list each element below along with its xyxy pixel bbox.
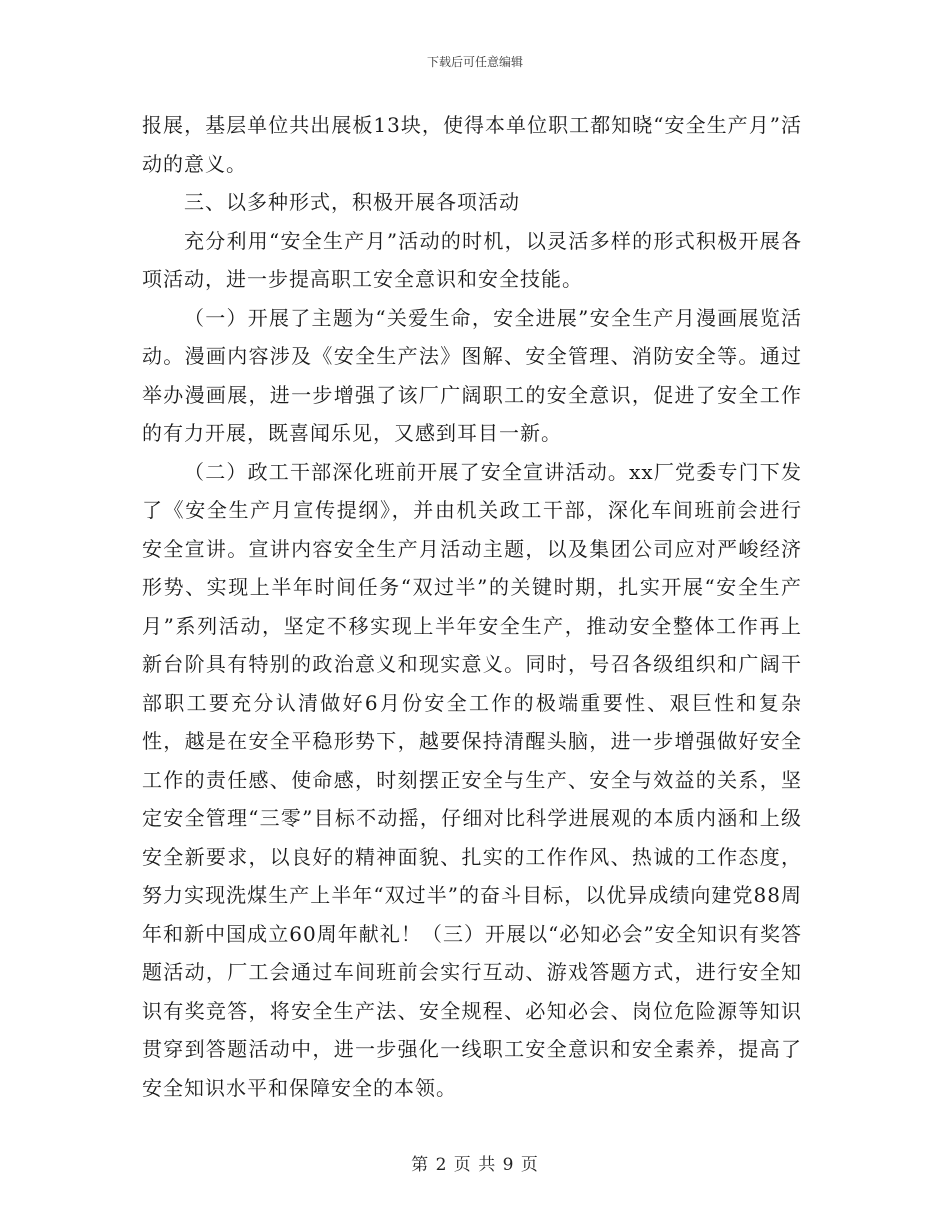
- paragraph-continuation: 报展，基层单位共出展板13块，使得本单位职工都知晓“安全生产月”活动的意义。: [142, 113, 802, 176]
- paragraph-intro: 充分利用“安全生产月”活动的时机，以灵活多样的形式积极开展各项活动，进一步提高职工安全意识和安全技能。: [142, 228, 802, 291]
- page-number: 第 2 页 共 9 页: [411, 1155, 539, 1175]
- paragraph-item-two: （二）政工干部深化班前开展了安全宣讲活动。xx厂党委专门下发了《安全生产月宣传提纲》，并由机关政工干部，深化车间班前会进行安全宣讲。宣讲内容安全生产月活动主题，以及集团公司应对严峻经济形势、实现上半年时间任务“双过半”的关键时期，扎实开展“安全生产月”系列活动，坚定不移实现上半年安全生产，推动安全整体工作再上新台阶具有特别的政治意义和现实意义。同时，号召各级组织和广阔干部职工要充分认清做好6月份安全工作的极端重要性、艰巨性和复杂性，越是在安全平稳形势下，越要保持清醒头脑，进一步增强做好安全工作的责任感、使命感，时刻摆正安全与生产、安全与效益的关系，坚定安全管理“三零”目标不动摇，仔细对比科学进展观的本质内涵和上级安全新要求，以良好的精神面貌、扎实的工作作风、热诚的工作态度，努力实现洗煤生产上半年“双过半”的奋斗目标，以优异成绩向建党88周年和新中国成立60周年献礼！（三）开展以“必知必会”安全知识有奖答题活动，厂工会通过车间班前会实行互动、游戏答题方式，进行安全知识有奖竞答，将安全生产法、安全规程、必知必会、岗位危险源等知识贯穿到答题活动中，进一步强化一线职工安全意识和安全素养，提高了安全知识水平和保障安全的本领。: [142, 459, 802, 1100]
- page-header-note: 下载后可任意编辑: [426, 55, 523, 69]
- document-body: [142, 106, 802, 1107]
- section-heading: 三、以多种形式，积极开展各项活动: [184, 190, 520, 214]
- paragraph-item-one: （一）开展了主题为“关爱生命，安全进展”安全生产月漫画展览活动。漫画内容涉及《安全生产法》图解、安全管理、消防安全等。通过举办漫画展，进一步增强了该厂广阔职工的安全意识，促进了安全工作的有力开展，既喜闻乐见，又感到耳目一新。: [142, 305, 802, 445]
